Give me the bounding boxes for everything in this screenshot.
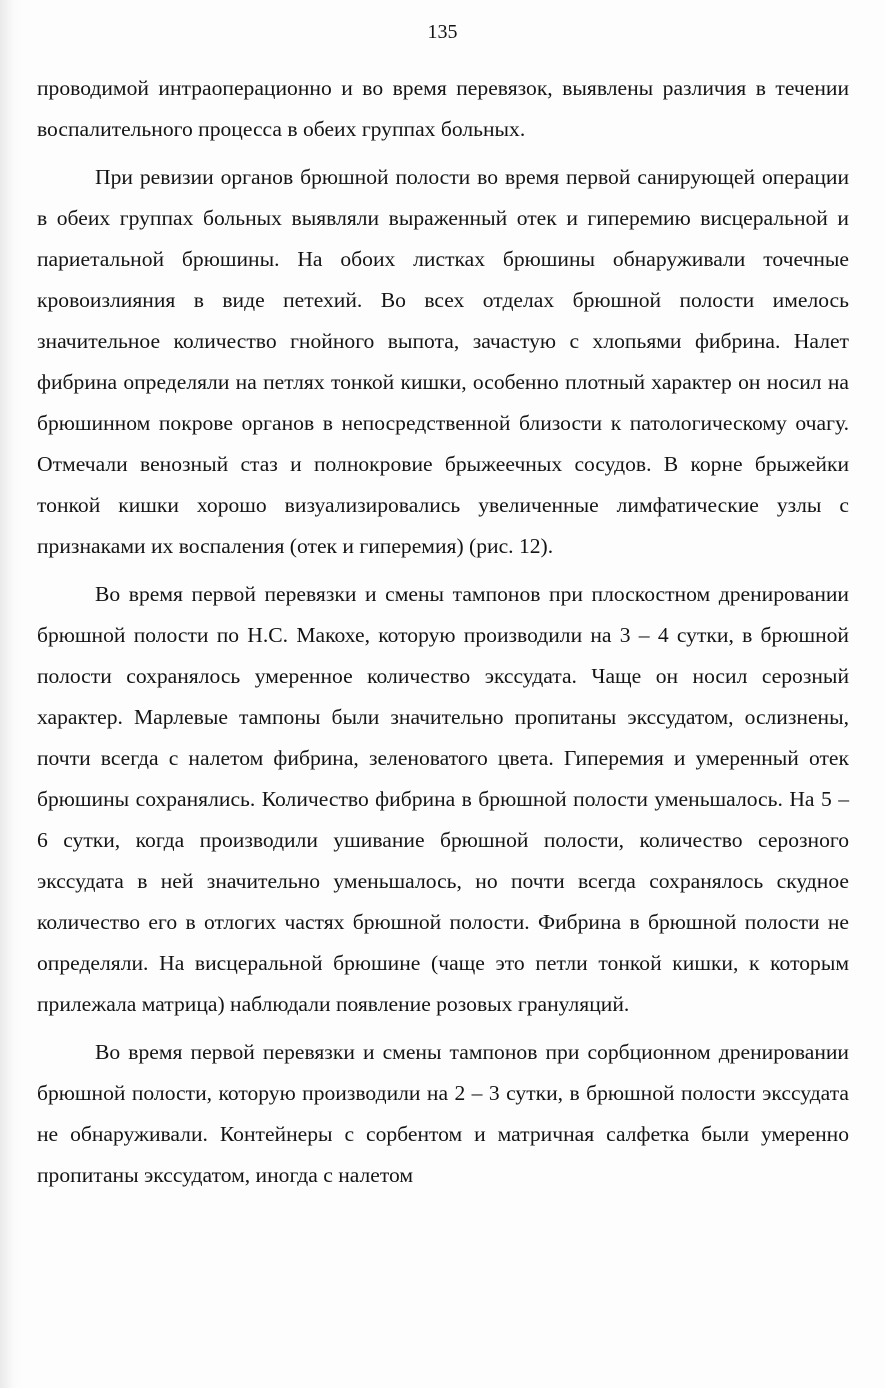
paragraph-sorption-drainage: Во время первой перевязки и смены тампонов при сорбционном дренировании брюшной полости, которую производили на 2 – 3 сутки, в брюшной полости экссудата не обнаруживали. Контейнеры с сорбентом и матричная салфетка были умеренно пропитаны экссудатом, иногда с налетом — [37, 1040, 849, 1187]
scan-edge-shadow — [0, 0, 22, 1388]
page-number: 135 — [427, 21, 458, 43]
paragraph-revision: При ревизии органов брюшной полости во время первой санирующей операции в обеих группах больных выявляли выраженный отек и гиперемию висцеральной и париетальной брюшины. На обоих листках брюшины обнаруживали точечные кровоизлияния в виде петехий. Во всех отделах брюшной полости имелось значительное количество гнойного выпота, зачастую с хлопьями фибрина. Налет фибрина определяли на петлях тонкой кишки, особенно плотный характер он носил на брюшинном покрове органов в непосредственной близости к патологическому очагу. Отмечали венозный стаз и полнокровие брыжеечных сосудов. В корне брыжейки тонкой кишки хорошо визуализировались увеличенные лимфатические узлы с признаками их воспаления (отек и гиперемия) (рис. 12). — [37, 165, 849, 558]
paragraph-continuation: проводимой интраоперационно и во время перевязок, выявлены различия в течении воспалительного процесса в обеих группах больных. — [37, 76, 849, 141]
document-body — [37, 68, 849, 1196]
paragraph-planar-drainage: Во время первой перевязки и смены тампонов при плоскостном дренировании брюшной полости по Н.С. Макохе, которую производили на 3 – 4 сутки, в брюшной полости сохранялось умеренное количество экссудата. Чаще он носил серозный характер. Марлевые тампоны были значительно пропитаны экссудатом, ослизнены, почти всегда с налетом фибрина, зеленоватого цвета. Гиперемия и умеренный отек брюшины сохранялись. Количество фибрина в брюшной полости уменьшалось. На 5 – 6 сутки, когда производили ушивание брюшной полости, количество серозного экссудата в ней значительно уменьшалось, но почти всегда сохранялось скудное количество его в отлогих частях брюшной полости. Фибрина в брюшной полости не определяли. На висцеральной брюшине (чаще это петли тонкой кишки, к которым прилежала матрица) наблюдали появление розовых грануляций. — [37, 582, 849, 1016]
